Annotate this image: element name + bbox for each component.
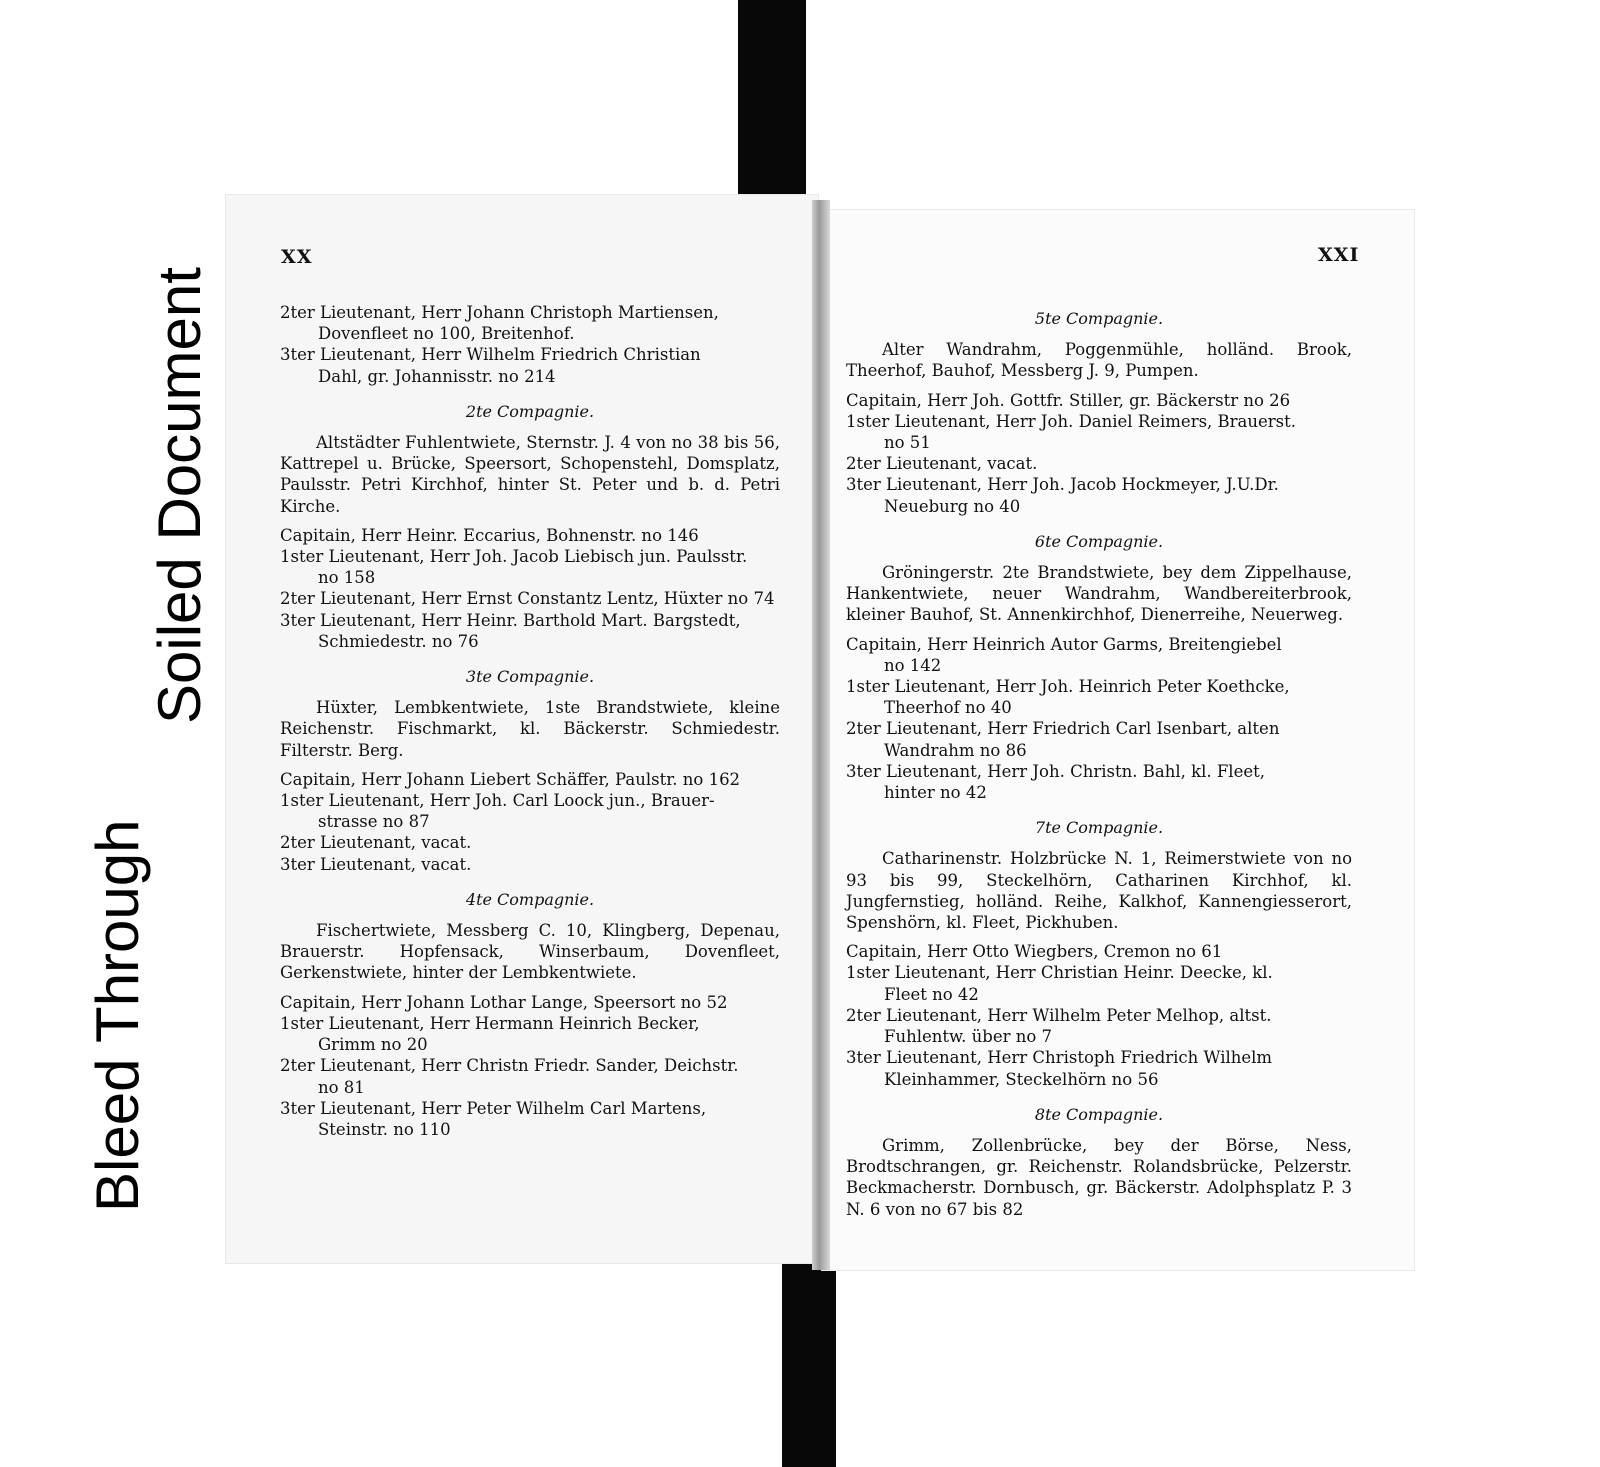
- company-district: Grimm, Zollenbrücke, bey der Börse, Ness, Brodtschrangen, gr. Reichenstr. Rolandsbrücke, Pelzerstr. Beckmacherstr. Dornbusch, gr. Bäckerstr. Adolphsplatz P. 3 N. 6 von no 67 bis 82: [846, 1135, 1352, 1219]
- officer-entry: [280, 610, 780, 652]
- officer-entry: [846, 941, 1352, 962]
- spacer: [280, 984, 780, 992]
- entry-line: 2ter Lieutenant, Herr Christn Friedr. Sander, Deichstr.: [280, 1056, 739, 1076]
- officer-entry: [280, 1055, 780, 1097]
- company-district: Alter Wandrahm, Poggenmühle, holländ. Brook, Theerhof, Bauhof, Messberg J. 9, Pumpen.: [846, 340, 1352, 381]
- left-page-text: [280, 302, 780, 1140]
- officer-entry: [280, 769, 780, 790]
- spacer: [280, 517, 780, 525]
- entry-line: 1ster Lieutenant, Herr Joh. Daniel Reimers, Brauerst.: [846, 411, 1297, 431]
- company-district: Gröningerstr. 2te Brandstwiete, bey dem Zippelhause, Hankentwiete, neuer Wandrahm, Wandbereiterbrook, kleiner Bauhof, St. Annenkirchhof, Dienerreihe, Neuerweg.: [846, 563, 1352, 625]
- officer-entry: [280, 854, 780, 875]
- binding-strip-top: [738, 0, 806, 208]
- spacer: [280, 761, 780, 769]
- entry-line: Capitain, Herr Johann Lothar Lange, Speersort no 52: [280, 992, 728, 1012]
- officer-entry: [846, 474, 1352, 516]
- entry-continuation: Theerhof no 40: [884, 698, 1012, 718]
- entry-line: 3ter Lieutenant, Herr Peter Wilhelm Carl Martens,: [280, 1098, 707, 1118]
- company-district: Fischertwiete, Messberg C. 10, Klingberg, Depenau, Brauerstr. Hopfensack, Winserbaum, Dovenfleet, Gerkenstwiete, hinter der Lembkentwiete.: [280, 921, 780, 983]
- entry-continuation: no 81: [318, 1077, 365, 1097]
- officer-entry: [280, 790, 780, 832]
- company-heading: 8te Compagnie.: [1034, 1104, 1164, 1124]
- officer-entry: [280, 588, 780, 609]
- company-heading: 4te Compagnie.: [465, 889, 595, 909]
- officer-entry: [280, 1013, 780, 1055]
- entry-continuation: no 158: [318, 568, 376, 588]
- company-heading: 2te Compagnie.: [465, 401, 595, 421]
- label-soiled-document: Soiled Document: [146, 267, 213, 724]
- entry-line: 2ter Lieutenant, vacat.: [846, 454, 1038, 474]
- entry-line: Capitain, Herr Heinr. Eccarius, Bohnenstr. no 146: [280, 525, 699, 545]
- officer-entry: [280, 992, 780, 1013]
- entry-continuation: Fleet no 42: [884, 984, 979, 1004]
- entry-line: 1ster Lieutenant, Herr Joh. Carl Loock jun., Brauer-: [280, 791, 715, 811]
- spacer: [846, 382, 1352, 390]
- spacer: [846, 1220, 1352, 1228]
- entry-continuation: strasse no 87: [318, 812, 430, 832]
- officer-entry: [846, 1005, 1352, 1047]
- entry-continuation: Dahl, gr. Johannisstr. no 214: [318, 366, 556, 386]
- officer-entry: [846, 411, 1352, 453]
- entry-line: 2ter Lieutenant, Herr Ernst Constantz Lentz, Hüxter no 74: [280, 589, 775, 609]
- entry-line: 3ter Lieutenant, vacat.: [280, 854, 472, 874]
- entry-line: 2ter Lieutenant, vacat.: [280, 833, 472, 853]
- entry-line: 3ter Lieutenant, Herr Joh. Christn. Bahl, kl. Fleet,: [846, 761, 1265, 781]
- entry-line: 1ster Lieutenant, Herr Joh. Jacob Liebisch jun. Paulsstr.: [280, 547, 748, 567]
- officer-entry: [846, 761, 1352, 803]
- officer-entry: [280, 832, 780, 853]
- entry-line: 3ter Lieutenant, Herr Heinr. Barthold Mart. Bargstedt,: [280, 610, 741, 630]
- entry-continuation: Dovenfleet no 100, Breitenhof.: [318, 324, 575, 344]
- officer-entry: [846, 453, 1352, 474]
- officer-entry: [280, 344, 780, 386]
- officer-entry: [280, 525, 780, 546]
- entry-line: Capitain, Herr Otto Wiegbers, Cremon no 61: [846, 942, 1223, 962]
- officer-entry: [846, 1047, 1352, 1089]
- entry-line: Capitain, Herr Heinrich Autor Garms, Breitengiebel: [846, 634, 1282, 654]
- company-heading: 6te Compagnie.: [1034, 531, 1164, 551]
- officer-entry: [280, 302, 780, 344]
- binding-strip-bottom: [782, 1262, 836, 1467]
- entry-line: 2ter Lieutenant, Herr Friedrich Carl Isenbart, alten: [846, 719, 1280, 739]
- book-gutter: [812, 200, 830, 1270]
- entry-line: Capitain, Herr Joh. Gottfr. Stiller, gr. Bäckerstr no 26: [846, 390, 1291, 410]
- entry-continuation: Neueburg no 40: [884, 496, 1021, 516]
- officer-entry: [846, 718, 1352, 760]
- entry-continuation: Schmiedestr. no 76: [318, 631, 479, 651]
- entry-line: 2ter Lieutenant, Herr Wilhelm Peter Melhop, altst.: [846, 1005, 1272, 1025]
- entry-line: 3ter Lieutenant, Herr Joh. Jacob Hockmeyer, J.U.Dr.: [846, 475, 1279, 495]
- entry-line: Capitain, Herr Johann Liebert Schäffer, Paulstr. no 162: [280, 769, 741, 789]
- entry-line: 1ster Lieutenant, Herr Hermann Heinrich Becker,: [280, 1013, 700, 1033]
- spacer: [846, 933, 1352, 941]
- label-bleed-through: Bleed Through: [84, 819, 151, 1212]
- company-heading: 7te Compagnie.: [1034, 818, 1164, 838]
- entry-continuation: Steinstr. no 110: [318, 1119, 451, 1139]
- entry-continuation: no 51: [884, 433, 931, 453]
- company-district: Hüxter, Lembkentwiete, 1ste Brandstwiete, kleine Reichenstr. Fischmarkt, kl. Bäckerstr. Schmiedestr. Filterstr. Berg.: [280, 698, 780, 760]
- folio-right: XXI: [1318, 244, 1360, 266]
- officer-entry: [846, 676, 1352, 718]
- entry-line: 2ter Lieutenant, Herr Johann Christoph Martiensen,: [280, 303, 719, 322]
- officer-entry: [280, 546, 780, 588]
- entry-continuation: no 142: [884, 655, 942, 675]
- officer-entry: [846, 634, 1352, 676]
- company-heading: 3te Compagnie.: [465, 667, 595, 687]
- spacer: [846, 626, 1352, 634]
- company-district: Altstädter Fuhlentwiete, Sternstr. J. 4 von no 38 bis 56, Kattrepel u. Brücke, Speersort, Schopenstehl, Domsplatz, Paulsstr. Petri Kirchhof, hinter St. Peter und b. d. Petri Kirche.: [280, 433, 780, 516]
- company-district: Catharinenstr. Holzbrücke N. 1, Reimerstwiete von no 93 bis 99, Steckelhörn, Catharinen Kirchhof, kl. Jungfernstieg, holländ. Reihe, Kalkhof, Kannengiesserort, Spenshörn, kl. Fleet, Pickhuben.: [846, 849, 1352, 933]
- entry-line: 3ter Lieutenant, Herr Christoph Friedrich Wilhelm: [846, 1048, 1273, 1068]
- officer-entry: [280, 1098, 780, 1140]
- folio-left: XX: [281, 246, 313, 268]
- right-page-text: [846, 294, 1352, 1228]
- officer-entry: [846, 962, 1352, 1004]
- entry-continuation: Kleinhammer, Steckelhörn no 56: [884, 1069, 1159, 1089]
- entry-continuation: Grimm no 20: [318, 1035, 428, 1055]
- entry-continuation: hinter no 42: [884, 783, 987, 803]
- officer-entry: [846, 390, 1352, 411]
- company-heading: 5te Compagnie.: [1034, 309, 1164, 328]
- entry-continuation: Fuhlentw. über no 7: [884, 1027, 1053, 1047]
- entry-line: 1ster Lieutenant, Herr Christian Heinr. Deecke, kl.: [846, 963, 1273, 983]
- entry-line: 3ter Lieutenant, Herr Wilhelm Friedrich Christian: [280, 345, 701, 365]
- entry-continuation: Wandrahm no 86: [884, 740, 1027, 760]
- entry-line: 1ster Lieutenant, Herr Joh. Heinrich Peter Koethcke,: [846, 677, 1290, 697]
